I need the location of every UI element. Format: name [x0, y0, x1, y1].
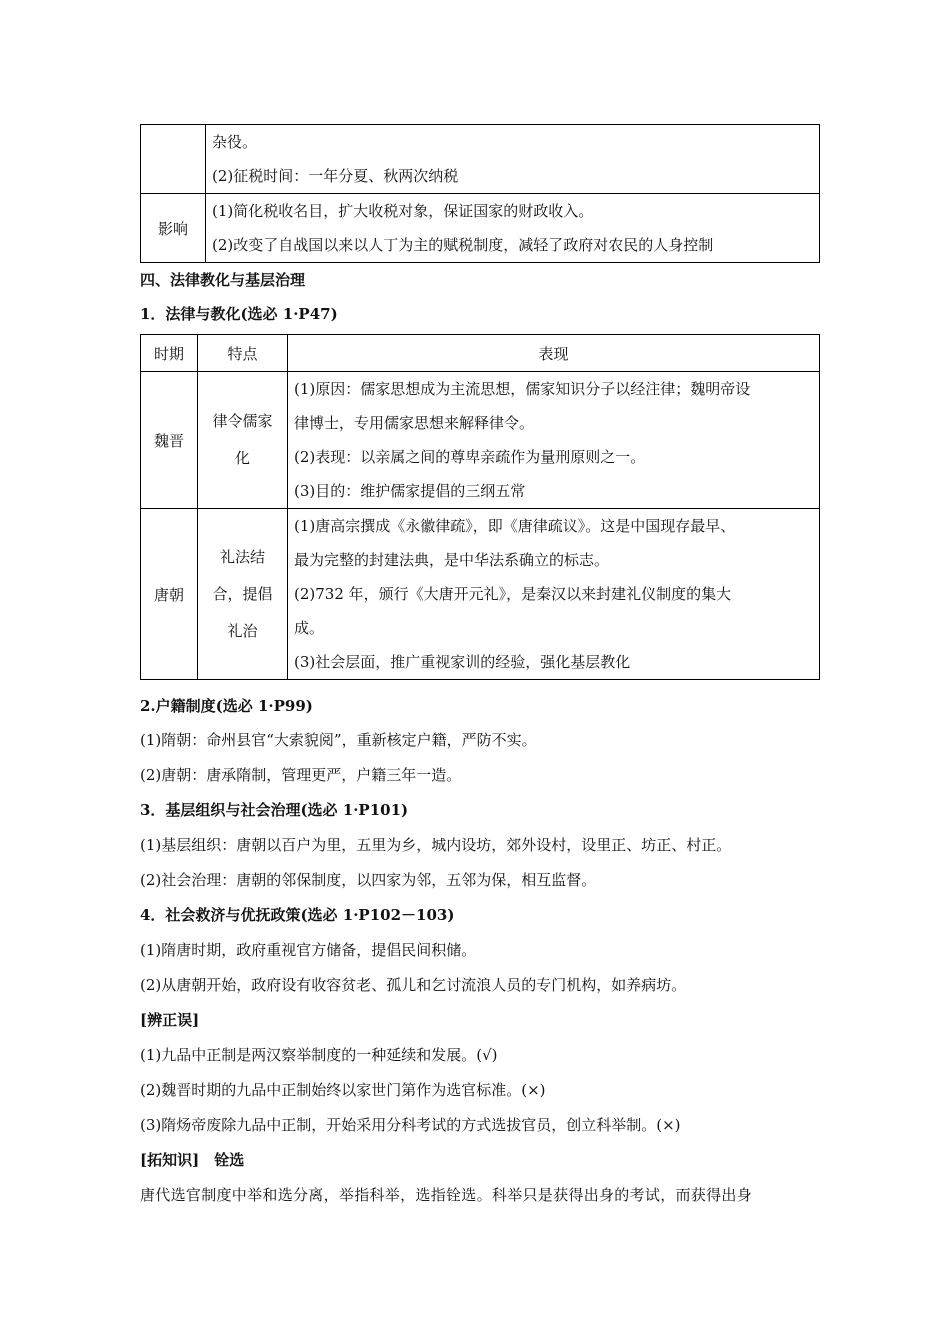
subsection-heading: 1．法律与教化(选必 1·P47) [140, 305, 338, 323]
table-cell-label [141, 125, 206, 194]
cell-line: (3)目的：维护儒家提倡的三纲五常 [294, 482, 526, 500]
subsection-heading: 2.户籍制度(选必 1·P99) [140, 697, 313, 715]
feature-line: 礼治 [227, 621, 258, 640]
table-row [141, 509, 820, 680]
paragraph: (2)魏晋时期的九品中正制始终以家世门第作为选官标准。(×) [140, 1081, 546, 1099]
paragraph: (1)九品中正制是两汉察举制度的一种延续和发展。(√) [140, 1046, 498, 1064]
column-header: 表现 [288, 335, 820, 372]
table-row [141, 372, 820, 509]
section-heading: 四、法律教化与基层治理 [140, 271, 306, 289]
feature-line: 律令儒家 [212, 412, 273, 430]
column-header: 特点 [198, 335, 288, 372]
table-row [141, 194, 820, 263]
subsection-heading: [辨正误] [140, 1011, 200, 1029]
paragraph: (1)隋朝：命州县官“大索貌阅”，重新核定户籍，严防不实。 [140, 731, 537, 749]
cell-line: 律博士，专用儒家思想来解释律令。 [294, 414, 535, 432]
cell-line: (2)征税时间：一年分夏、秋两次纳税 [212, 167, 459, 185]
column-header: 时期 [141, 335, 198, 372]
detail-cell [288, 372, 820, 509]
paragraph: (2)唐朝：唐承隋制，管理更严，户籍三年一造。 [140, 766, 462, 784]
table-row [141, 125, 820, 194]
feature-line: 礼法结 [219, 547, 265, 566]
cell-line: 最为完整的封建法典，是中华法系确立的标志。 [294, 551, 610, 569]
paragraph: (1)隋唐时期，政府重视官方储备，提倡民间积储。 [140, 941, 477, 959]
cell-line: (2)改变了自战国以来以人丁为主的赋税制度，减轻了政府对农民的人身控制 [212, 236, 714, 254]
feature-cell [198, 372, 288, 509]
table-header-row [141, 335, 820, 372]
period-cell: 魏晋 [141, 372, 198, 509]
paragraph: 唐代选官制度中举和选分离，举指科举，选指铨选。科举只是获得出身的考试，而获得出身 [140, 1186, 753, 1204]
law-table [140, 334, 820, 680]
cell-line: (1)简化税收名目，扩大收税对象，保证国家的财政收入。 [212, 202, 594, 220]
subsection-heading: [拓知识] 铨选 [140, 1151, 245, 1169]
cell-line: (2)732 年，颁行《大唐开元礼》，是秦汉以来封建礼仪制度的集大 [294, 585, 732, 603]
cell-line: 杂役。 [212, 133, 258, 151]
detail-cell [288, 509, 820, 680]
table-cell-content [206, 194, 820, 263]
cell-line: (3)社会层面，推广重视家训的经验，强化基层教化 [294, 653, 631, 671]
table-cell-content [206, 125, 820, 194]
cell-line: (2)表现：以亲属之间的尊卑亲疏作为量刑原则之一。 [294, 448, 646, 466]
cell-line: (1)原因：儒家思想成为主流思想，儒家知识分子以经注律；魏明帝设 [294, 380, 751, 398]
feature-line: 化 [234, 449, 250, 467]
cell-line: (1)唐高宗撰成《永徽律疏》，即《唐律疏议》。这是中国现存最早、 [294, 517, 736, 535]
cell-line: 成。 [294, 619, 325, 637]
table-cell-label: 影响 [141, 194, 206, 263]
paragraph: (2)社会治理：唐朝的邻保制度，以四家为邻，五邻为保，相互监督。 [140, 871, 597, 889]
subsection-heading: 4．社会救济与优抚政策(选必 1·P102－103) [140, 906, 455, 924]
paragraph: (3)隋炀帝废除九品中正制，开始采用分科考试的方式选拔官员，创立科举制。(×) [140, 1116, 681, 1134]
subsection-heading: 3．基层组织与社会治理(选必 1·P101) [140, 801, 409, 819]
paragraph: (1)基层组织：唐朝以百户为里，五里为乡，城内设坊，郊外设村，设里正、坊正、村正。 [140, 836, 732, 854]
period-cell: 唐朝 [141, 509, 198, 680]
feature-line: 合，提倡 [212, 584, 273, 603]
tax-table [140, 124, 820, 263]
feature-cell [198, 509, 288, 680]
paragraph: (2)从唐朝开始，政府设有收容贫老、孤儿和乞讨流浪人员的专门机构，如养病坊。 [140, 976, 687, 994]
